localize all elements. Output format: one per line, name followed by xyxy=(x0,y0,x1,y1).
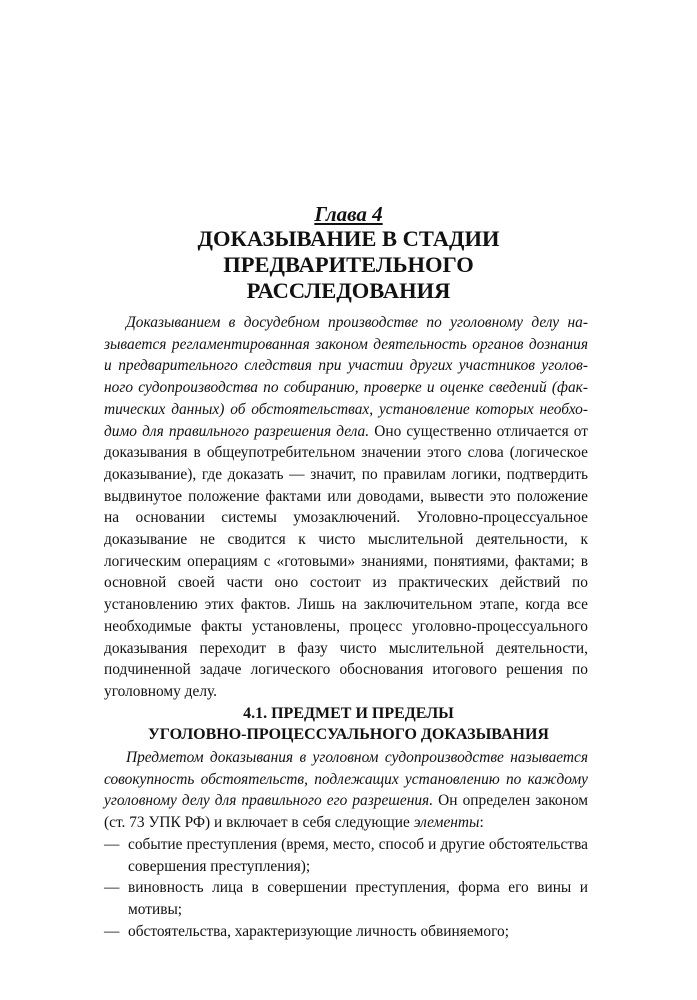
definition-italic-text: Предметом доказывания в уголовном судопроизводстве называется совокупность обстоятельств, подлежащих установлению по каждому уголовному делу для правильного его разрешения. xyxy=(104,749,588,810)
section-title-line: 4.1. ПРЕДМЕТ И ПРЕДЕЛЫ xyxy=(243,705,454,722)
elements-italic-word: элементы xyxy=(413,814,480,832)
list-item xyxy=(104,921,588,943)
body-text: Он определен законом (ст. 73 УПК РФ) и включает в себя следующие xyxy=(104,792,588,832)
section-title xyxy=(0,703,697,745)
chapter-title-line: ПРЕДВАРИТЕЛЬНОГО xyxy=(223,252,474,277)
list-item-text: обстоятельства, характеризующие личность обвиняемого; xyxy=(128,922,509,940)
intro-paragraph-block xyxy=(104,312,588,703)
list-item-text: виновность лица в совершении преступления, форма его вины и мотивы; xyxy=(128,879,588,918)
elements-list xyxy=(104,834,588,943)
intro-paragraph xyxy=(104,312,588,703)
chapter-title xyxy=(0,226,697,304)
list-item-text: событие преступления (время, место, способ и другие обстоятельства совершения преступления); xyxy=(128,835,588,875)
dash-bullet: — xyxy=(104,879,120,897)
definition-italic-text: Доказыванием в досудебном производстве по уголовному делу называется регламентированная законом деятельность органов дознания и предварительного следствия при участии других участников уголовного судопроизводства по собиранию, проверке и оценке сведений (фактических данных) об обстоятельствах, установление которых необходимо для правильного разрешения дела. xyxy=(104,314,588,440)
section-title-line: УГОЛОВНО-ПРОЦЕССУАЛЬНОГО ДОКАЗЫВАНИЯ xyxy=(148,726,549,743)
colon: : xyxy=(479,814,484,832)
list-item xyxy=(104,834,588,877)
chapter-label: Глава 4 xyxy=(314,202,383,226)
list-item xyxy=(104,877,588,920)
dash-bullet: — xyxy=(104,835,120,853)
chapter-title-line: РАССЛЕДОВАНИЯ xyxy=(246,278,451,303)
chapter-title-line: ДОКАЗЫВАНИЕ В СТАДИИ xyxy=(197,226,500,251)
section-paragraph xyxy=(104,747,588,834)
dash-bullet: — xyxy=(104,922,120,940)
section-body-block xyxy=(104,747,588,942)
body-text: Оно существенно отличается от доказывания в общеупотребительном значении этого слова (логическое доказывание), где доказать — значит, по правилам логики, подтвердить выдвинутое положение фактами или доводами, вывести это положение на основании системы умозаключений. Уголовно-процессуальное доказывание не сводится к чисто мыслительной деятельности, к логическим операциям с «готовыми» знаниями, понятиями, фактами; в основной своей части оно состоит из практических действий по установлению этих фактов. Лишь на заключительном этапе, когда все необходимые факты установлены, процесс уголовно-процессуального доказывания переходит в фазу чисто мыслительной деятельности, подчиненной задаче логического обоснования итогового решения по уголовному делу. xyxy=(104,422,588,700)
